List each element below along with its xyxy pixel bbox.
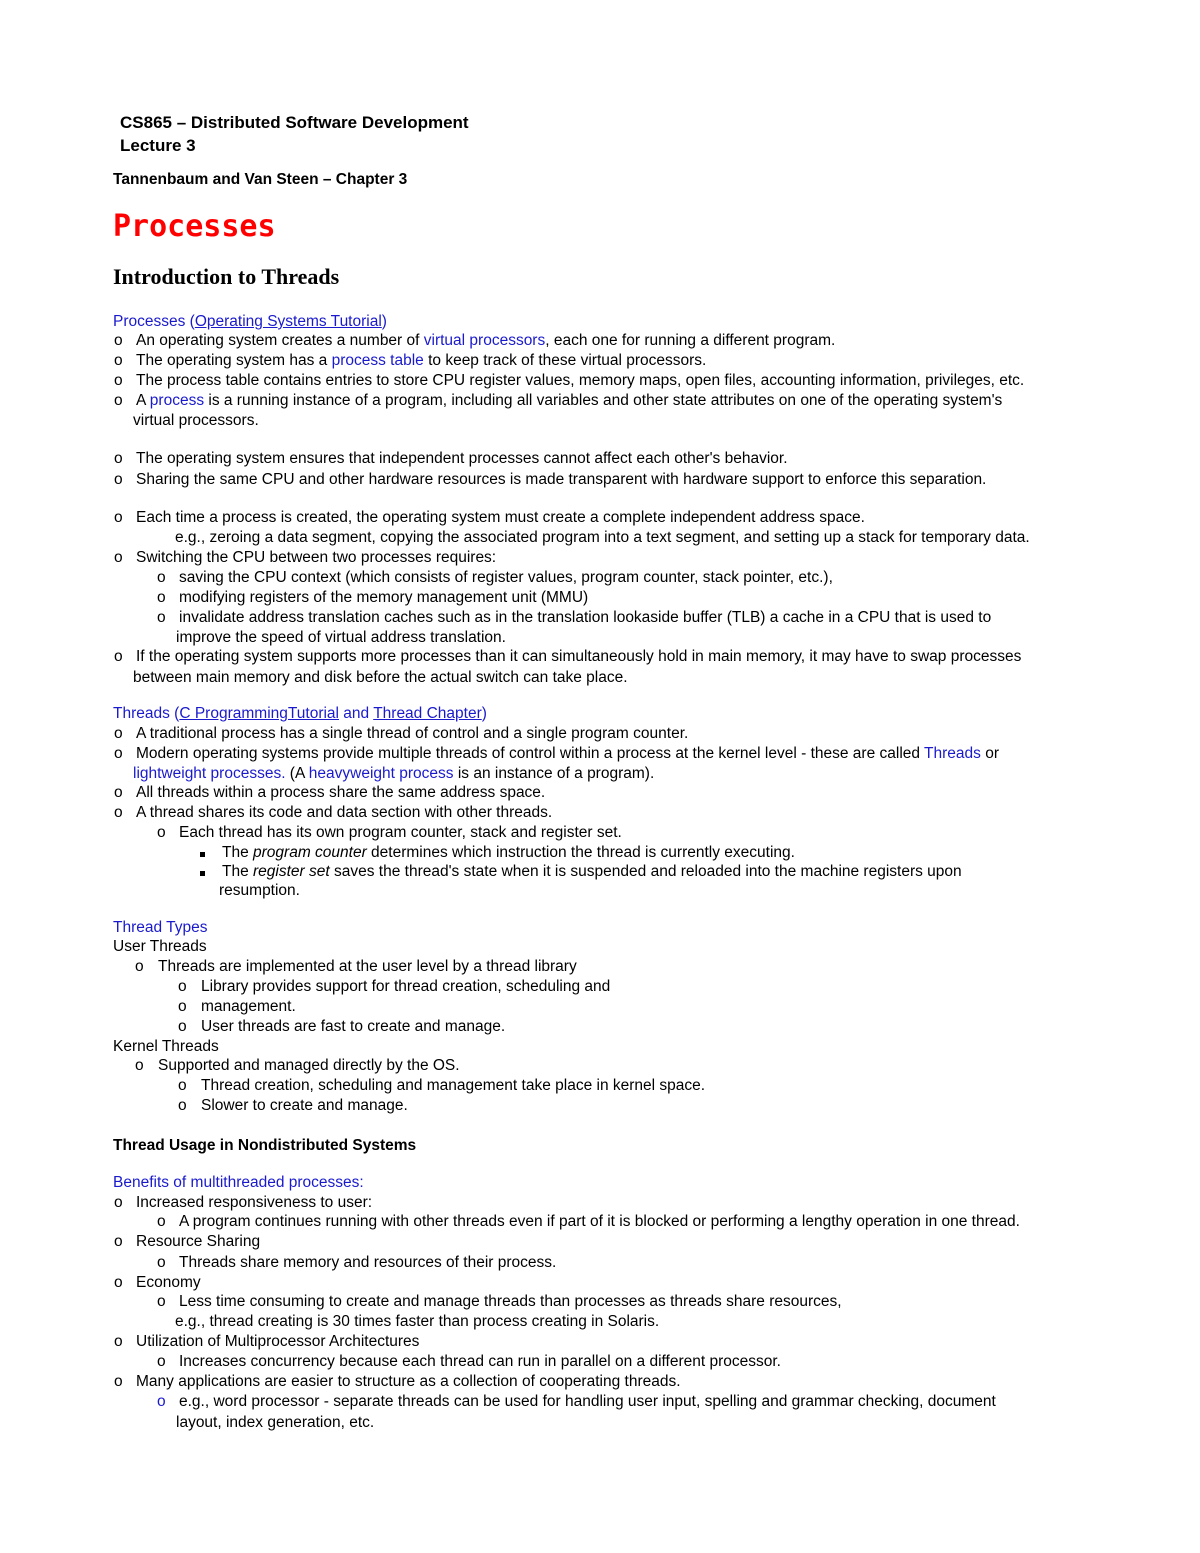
list-item: Sharing the same CPU and other hardware resources is made transparent with hardware support to enforce this separation. xyxy=(136,471,987,488)
list-item: An operating system creates a number of virtual processors, each one for running a different program. xyxy=(136,332,836,349)
sub-list-item: management. xyxy=(201,998,296,1015)
bullet-icon: o xyxy=(178,1077,187,1094)
list-item: Resource Sharing xyxy=(136,1233,261,1250)
list-item: The process table contains entries to store CPU register values, memory maps, open files, accounting information, privileges, etc. xyxy=(136,372,1025,389)
bullet-icon: o xyxy=(157,824,166,841)
list-item: Switching the CPU between two processes requires: xyxy=(136,549,497,566)
sub-list-item: saving the CPU context (which consists of register values, program counter, stack pointer, etc.), xyxy=(179,569,833,586)
bullet-icon: o xyxy=(114,450,123,467)
list-item: Utilization of Multiprocessor Architectures xyxy=(136,1333,420,1350)
sub-list-item: User threads are fast to create and manage. xyxy=(201,1018,506,1035)
usage-heading: Thread Usage in Nondistributed Systems xyxy=(113,1137,417,1154)
list-item: All threads within a process share the same address space. xyxy=(136,784,546,801)
bullet-icon: o xyxy=(157,1393,166,1410)
bullet-icon: o xyxy=(157,569,166,586)
list-item: Economy xyxy=(136,1274,201,1291)
bullet-icon: o xyxy=(178,978,187,995)
bullet-icon: o xyxy=(114,1274,123,1291)
bullet-icon: o xyxy=(114,1233,123,1250)
sub-list-item: Slower to create and manage. xyxy=(201,1097,408,1114)
lecture-number: Lecture 3 xyxy=(120,136,196,155)
sub-list-item: modifying registers of the memory management unit (MMU) xyxy=(179,589,589,606)
square-bullet-icon xyxy=(200,862,205,882)
bullet-icon: o xyxy=(157,589,166,606)
list-item: A traditional process has a single thread of control and a single program counter. xyxy=(136,725,689,742)
intro-heading: Introduction to Threads xyxy=(113,264,340,289)
c-tutorial-link[interactable]: C ProgrammingTutorial xyxy=(179,705,339,722)
os-tutorial-link[interactable]: Operating Systems Tutorial xyxy=(194,313,382,330)
sub-list-item: Increases concurrency because each thread can run in parallel on a different processor. xyxy=(179,1353,781,1370)
processes-label: Processes (Operating Systems Tutorial) xyxy=(113,313,387,330)
list-item-continuation: improve the speed of virtual address translation. xyxy=(176,629,506,646)
list-item: The operating system has a process table to keep track of these virtual processors. xyxy=(136,352,707,369)
list-item: Threads are implemented at the user level by a thread library xyxy=(158,958,577,975)
sub-list-item: A program continues running with other threads even if part of it is blocked or performing a lengthy operation in one thread. xyxy=(179,1213,1020,1230)
bullet-icon: o xyxy=(114,1333,123,1350)
threads-label: Threads (C ProgrammingTutorial and Thread Chapter) xyxy=(113,705,487,722)
page-title: Processes xyxy=(113,209,276,244)
bullet-icon: o xyxy=(114,549,123,566)
list-item: Modern operating systems provide multiple threads of control within a process at the kernel level - these are called Threads or xyxy=(136,745,1000,762)
bullet-icon: o xyxy=(157,1293,166,1310)
bullet-icon: o xyxy=(135,958,144,975)
thread-chapter-link[interactable]: Thread Chapter xyxy=(373,705,482,722)
list-item: Many applications are easier to structure as a collection of cooperating threads. xyxy=(136,1373,681,1390)
sub-sub-list-item: The program counter determines which instruction the thread is currently executing. xyxy=(222,844,795,861)
square-bullet-icon xyxy=(200,843,205,863)
list-item: If the operating system supports more processes than it can simultaneously hold in main memory, it may have to swap processes xyxy=(136,648,1022,665)
sub-sub-list-item: The register set saves the thread's state when it is suspended and reloaded into the machine registers upon xyxy=(222,863,962,880)
bullet-icon: o xyxy=(157,609,166,626)
bullet-icon: o xyxy=(114,332,123,349)
list-item: The operating system ensures that independent processes cannot affect each other's behavior. xyxy=(136,450,788,467)
kernel-threads-heading: Kernel Threads xyxy=(113,1038,219,1055)
sub-list-item: e.g., word processor - separate threads can be used for handling user input, spelling and grammar checking, document xyxy=(179,1393,996,1410)
list-item-continuation: between main memory and disk before the actual switch can take place. xyxy=(133,669,628,686)
sub-list-item: Each thread has its own program counter, stack and register set. xyxy=(179,824,622,841)
sub-list-item: Less time consuming to create and manage threads than processes as threads share resources, xyxy=(179,1293,842,1310)
bullet-icon: o xyxy=(114,471,123,488)
list-item: Supported and managed directly by the OS. xyxy=(158,1057,460,1074)
bullet-icon: o xyxy=(157,1254,166,1271)
sub-list-item: Thread creation, scheduling and management take place in kernel space. xyxy=(201,1077,706,1094)
sub-list-item: invalidate address translation caches such as in the translation lookaside buffer (TLB) a cache in a CPU that is used to xyxy=(179,609,992,626)
sub-list-item: Threads share memory and resources of their process. xyxy=(179,1254,557,1271)
bullet-icon: o xyxy=(157,1213,166,1230)
bullet-icon: o xyxy=(114,648,123,665)
bullet-icon: o xyxy=(114,372,123,389)
list-item-continuation: layout, index generation, etc. xyxy=(176,1414,375,1431)
bullet-icon: o xyxy=(157,1353,166,1370)
bullet-icon: o xyxy=(178,1018,187,1035)
bullet-icon: o xyxy=(114,392,123,409)
list-item-continuation: virtual processors. xyxy=(133,412,259,429)
list-item-example: e.g., zeroing a data segment, copying the associated program into a text segment, and setting up a stack for temporary data. xyxy=(175,529,1030,546)
bullet-icon: o xyxy=(135,1057,144,1074)
thread-types-label: Thread Types xyxy=(113,919,208,936)
bullet-icon: o xyxy=(114,804,123,821)
user-threads-heading: User Threads xyxy=(113,938,207,955)
list-item: Each time a process is created, the operating system must create a complete independent address space. xyxy=(136,509,865,526)
bullet-icon: o xyxy=(114,509,123,526)
bullet-icon: o xyxy=(114,352,123,369)
sub-list-item: Library provides support for thread creation, scheduling and xyxy=(201,978,611,995)
bullet-icon: o xyxy=(178,1097,187,1114)
list-item: A process is a running instance of a program, including all variables and other state attributes on one of the operating system's xyxy=(136,392,1003,409)
bullet-icon: o xyxy=(114,745,123,762)
bullet-icon: o xyxy=(114,784,123,801)
list-item-continuation: resumption. xyxy=(219,882,300,899)
benefits-label: Benefits of multithreaded processes: xyxy=(113,1174,364,1191)
list-item-continuation: lightweight processes. (A heavyweight process is an instance of a program). xyxy=(133,765,655,782)
list-item: A thread shares its code and data section with other threads. xyxy=(136,804,553,821)
course-title: CS865 – Distributed Software Development xyxy=(120,113,469,132)
list-item: Increased responsiveness to user: xyxy=(136,1194,373,1211)
chapter-reference: Tannenbaum and Van Steen – Chapter 3 xyxy=(113,171,408,188)
bullet-icon: o xyxy=(178,998,187,1015)
bullet-icon: o xyxy=(114,1373,123,1390)
bullet-icon: o xyxy=(114,725,123,742)
bullet-icon: o xyxy=(114,1194,123,1211)
list-item-example: e.g., thread creating is 30 times faster than process creating in Solaris. xyxy=(175,1313,660,1330)
